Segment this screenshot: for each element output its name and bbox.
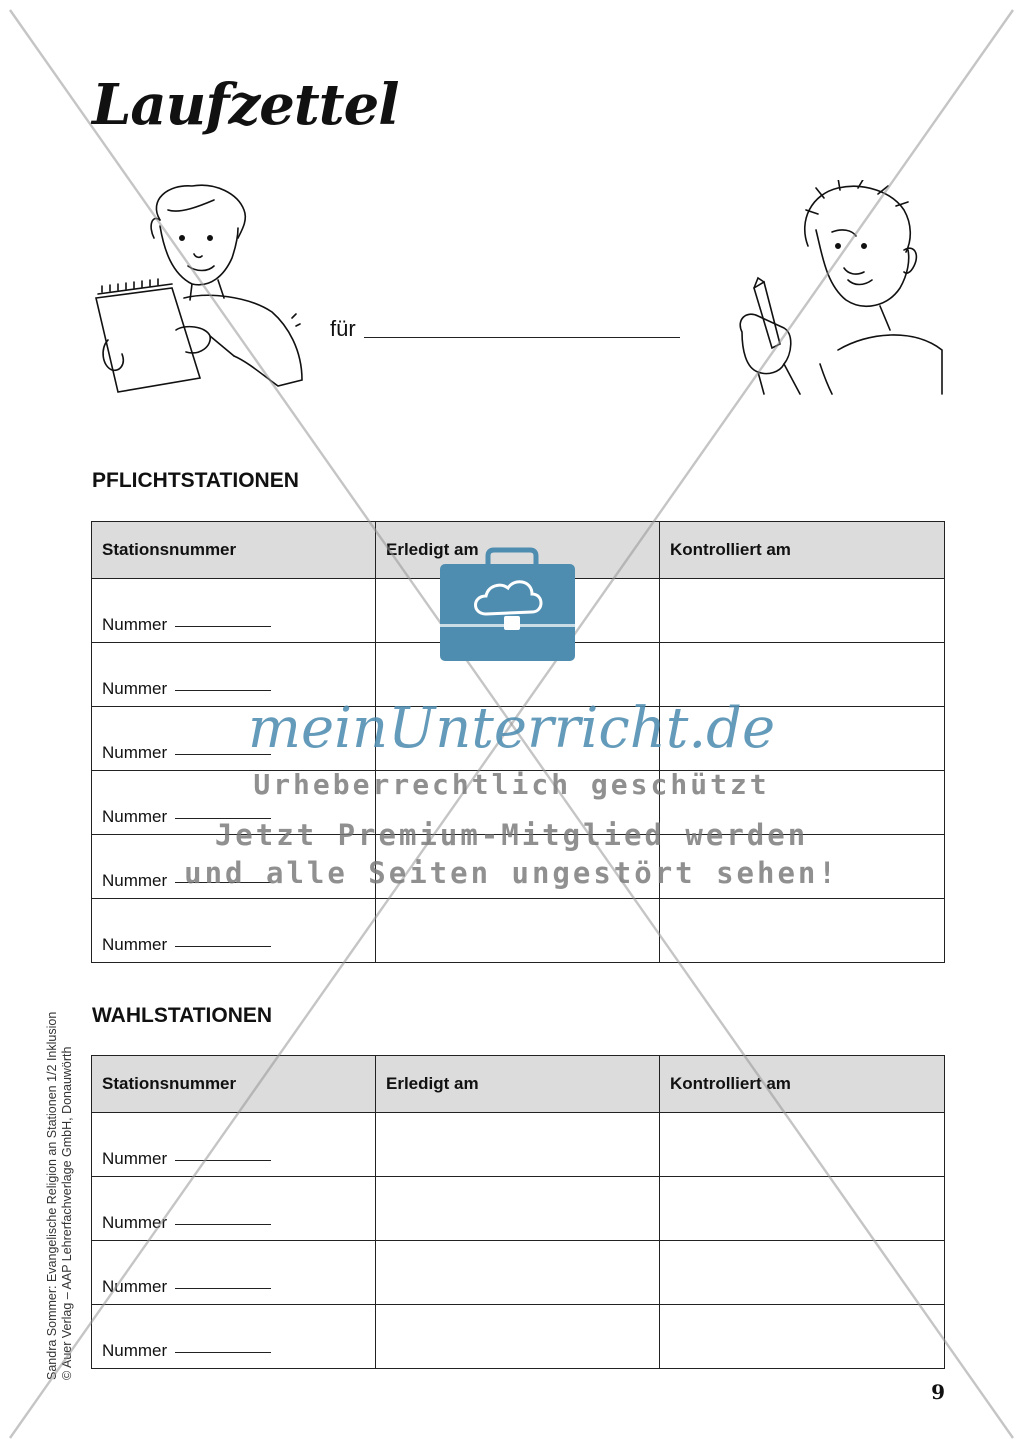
table-row [92,1241,945,1305]
erledigt-cell[interactable] [376,1113,660,1177]
kontrolliert-cell[interactable] [660,1241,945,1305]
nummer-label: Nummer [102,1277,168,1296]
watermark-brand: meinUnterricht.de [247,696,776,761]
nummer-line [175,1224,271,1225]
table-header-row [92,522,945,579]
station-number-cell[interactable] [92,1305,376,1369]
station-number-cell[interactable] [92,579,376,643]
nummer-label: Nummer [102,1341,168,1360]
nummer-line [175,626,271,627]
erledigt-cell[interactable] [376,1177,660,1241]
nummer-label: Nummer [102,743,168,762]
page-title: Laufzettel [92,72,399,138]
fuer-label: für [330,316,356,341]
nummer-line [175,1288,271,1289]
watermark-line-2: Jetzt Premium-Mitglied werden [214,818,809,852]
table-row [92,899,945,963]
nummer-line [175,1160,271,1161]
erledigt-cell[interactable] [376,899,660,963]
name-line[interactable] [364,337,680,338]
kontrolliert-cell[interactable] [660,1305,945,1369]
header-kontrolliert: Kontrolliert am [660,1056,945,1113]
wahl-table [91,1055,945,1369]
girl-illustration [88,180,308,395]
nummer-line [175,946,271,947]
kontrolliert-cell[interactable] [660,579,945,643]
nummer-label: Nummer [102,679,168,698]
nummer-label: Nummer [102,935,168,954]
copyright-sidebar [45,1012,75,1380]
page-number: 9 [931,1380,945,1404]
table-row [92,1305,945,1369]
header-erledigt: Erledigt am [376,1056,660,1113]
section-title-wahl: WAHLSTATIONEN [92,1004,273,1027]
nummer-line [175,1352,271,1353]
header-stationsnummer: Stationsnummer [92,1056,376,1113]
kontrolliert-cell[interactable] [660,899,945,963]
boy-illustration [728,180,946,395]
station-number-cell[interactable] [92,899,376,963]
copyright-line-1: Sandra Sommer: Evangelische Religion an Stationen 1/2 Inklusion [45,1011,59,1380]
watermark-line-3: und alle Seiten ungestört sehen! [184,856,839,890]
table-row [92,579,945,643]
header-kontrolliert: Kontrolliert am [660,522,945,579]
nummer-label: Nummer [102,1149,168,1168]
copyright-line-2: © Auer Verlag – AAP Lehrerfachverlage GmbH, Donauwörth [60,1046,74,1380]
station-number-cell[interactable] [92,1241,376,1305]
erledigt-cell[interactable] [376,1305,660,1369]
kontrolliert-cell[interactable] [660,1113,945,1177]
watermark-line-1: Urheberrechtlich geschützt [253,768,770,801]
nummer-label: Nummer [102,1213,168,1232]
nummer-label: Nummer [102,807,168,826]
station-number-cell[interactable] [92,1177,376,1241]
header-stationsnummer: Stationsnummer [92,522,376,579]
nummer-label: Nummer [102,615,168,634]
kontrolliert-cell[interactable] [660,1177,945,1241]
erledigt-cell[interactable] [376,1241,660,1305]
name-field [330,316,680,342]
table-row [92,1177,945,1241]
table-header-row [92,1056,945,1113]
nummer-line [175,690,271,691]
erledigt-cell[interactable] [376,579,660,643]
section-title-pflicht: PFLICHTSTATIONEN [92,469,299,492]
station-number-cell[interactable] [92,1113,376,1177]
nummer-label: Nummer [102,871,168,890]
table-row [92,1113,945,1177]
header-erledigt: Erledigt am [376,522,660,579]
